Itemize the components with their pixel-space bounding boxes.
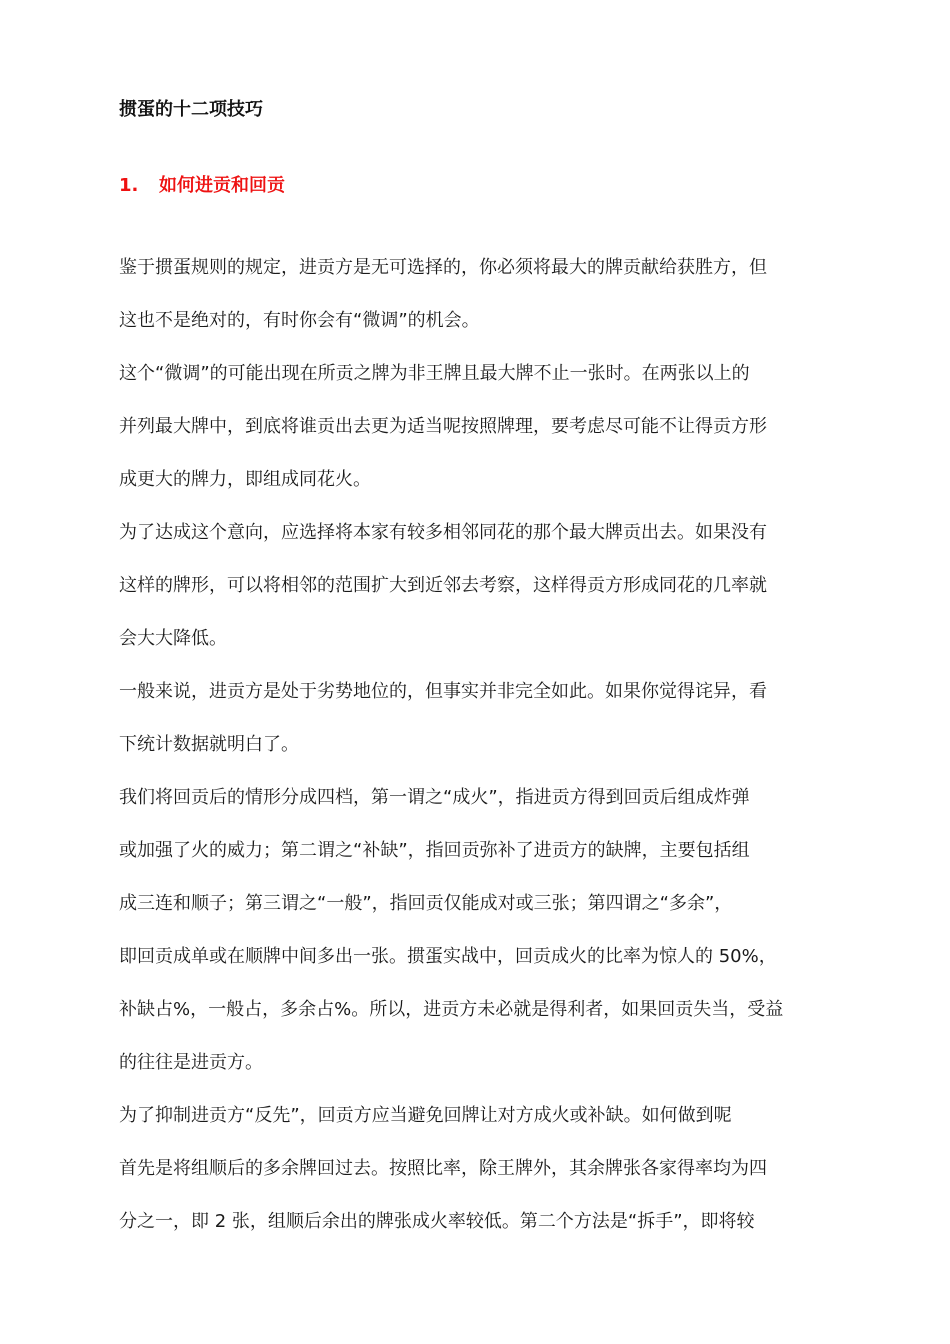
text-line: 分之一，即 2 张，组顺后余出的牌张成火率较低。第二个方法是“拆手”，即将较 <box>119 1211 755 1232</box>
text-line: 一般来说，进贡方是处于劣势地位的，但事实并非完全如此。如果你觉得诧异，看 <box>119 681 767 702</box>
text-line: 我们将回贡后的情形分成四档，第一谓之“成火”，指进贡方得到回贡后组成炸弹 <box>119 787 750 808</box>
text-line: 或加强了火的威力；第二谓之“补缺”，指回贡弥补了进贡方的缺牌，主要包括组 <box>119 840 750 861</box>
document-title: 掼蛋的十二项技巧 <box>119 99 263 120</box>
document-body <box>119 253 839 1260</box>
text-line: 成三连和顺子；第三谓之“一般”，指回贡仅能成对或三张；第四谓之“多余”， <box>119 893 733 914</box>
text-line: 这也不是绝对的，有时你会有“微调”的机会。 <box>119 310 480 331</box>
text-line: 的往往是进贡方。 <box>119 1052 263 1073</box>
text-line: 下统计数据就明白了。 <box>119 734 299 755</box>
section-heading-text: 如何进贡和回贡 <box>159 175 285 196</box>
text-line: 即回贡成单或在顺牌中间多出一张。掼蛋实战中，回贡成火的比率为惊人的 50%， <box>119 946 777 967</box>
text-line: 会大大降低。 <box>119 628 227 649</box>
text-line: 成更大的牌力，即组成同花火。 <box>119 469 371 490</box>
section-heading <box>119 172 285 200</box>
section-number: 1. <box>119 175 139 196</box>
text-line: 为了达成这个意向，应选择将本家有较多相邻同花的那个最大牌贡出去。如果没有 <box>119 522 767 543</box>
text-line: 鉴于掼蛋规则的规定，进贡方是无可选择的，你必须将最大的牌贡献给获胜方，但 <box>119 257 767 278</box>
text-line: 并列最大牌中，到底将谁贡出去更为适当呢按照牌理，要考虑尽可能不让得贡方形 <box>119 416 767 437</box>
text-line: 首先是将组顺后的多余牌回过去。按照比率，除王牌外，其余牌张各家得率均为四 <box>119 1158 767 1179</box>
text-line: 这样的牌形，可以将相邻的范围扩大到近邻去考察，这样得贡方形成同花的几率就 <box>119 575 767 596</box>
text-line: 补缺占%，一般占，多余占%。所以，进贡方未必就是得利者，如果回贡失当，受益 <box>119 999 784 1020</box>
text-line: 这个“微调”的可能出现在所贡之牌为非王牌且最大牌不止一张时。在两张以上的 <box>119 363 750 384</box>
text-line: 为了抑制进贡方“反先”，回贡方应当避免回牌让对方成火或补缺。如何做到呢 <box>119 1105 732 1126</box>
